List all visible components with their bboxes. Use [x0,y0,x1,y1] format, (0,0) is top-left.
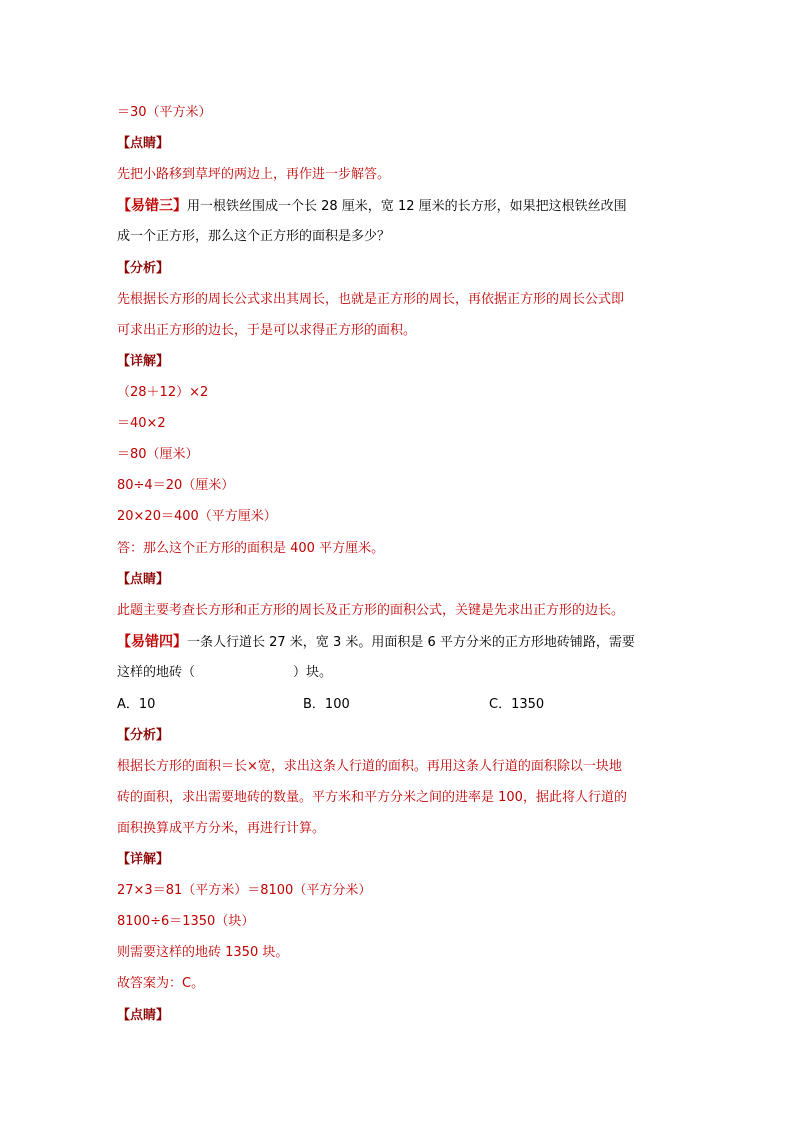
calc-line: ＝40×2 [117,416,166,431]
point-heading: 【点睛】 [117,136,170,151]
question-4 [117,633,635,652]
option-c: C．1350 [489,697,545,712]
question-4-tag: 【易错四】 [117,634,187,650]
point-heading: 【点睛】 [117,572,170,587]
question-3-tag: 【易错三】 [117,198,187,214]
question-4-text-2 [117,664,332,682]
detail-heading: 【详解】 [117,852,170,867]
option-a: A．10 [117,697,156,712]
question-3-text: 用一根铁丝围成一个长 28 厘米，宽 12 厘米的长方形，如果把这根铁丝改围 [187,199,627,214]
analysis-text: 可求出正方形的边长，于是可以求得正方形的面积。 [117,323,417,338]
calc-line: 20×20＝400（平方厘米） [117,509,277,524]
calc-line: 8100÷6＝1350（块） [117,914,255,929]
option-b: B．100 [303,697,350,712]
calc-line: 80÷4＝20（厘米） [117,478,235,493]
final-answer-value: C。 [182,976,205,991]
analysis-text: 先根据长方形的周长公式求出其周长，也就是正方形的周长，再依据正方形的周长公式即 [117,292,625,307]
detail-heading: 【详解】 [117,354,170,369]
analysis-text: 根据长方形的面积＝长×宽，求出这条人行道的面积。再用这条人行道的面积除以一块地 [117,759,622,774]
calc-line: ＝80（厘米） [117,447,199,462]
analysis-heading: 【分析】 [117,261,170,276]
answer-line [117,540,384,558]
point-text: 此题主要考查长方形和正方形的周长及正方形的面积公式，关键是先求出正方形的边长。 [117,603,625,618]
answer-text: 答：那么这个正方形的面积是 [117,541,291,556]
question-4-text-a: 这样的地砖（ [117,665,196,680]
question-4-text-b: ）块。 [293,665,333,680]
question-3-text-2: 成一个正方形，那么这个正方形的面积是多少？ [117,229,391,244]
question-3 [117,197,627,216]
point-heading: 【点睛】 [117,1008,170,1023]
analysis-text: 砖的面积，求出需要地砖的数量。平方米和平方分米之间的进率是 100，据此将人行道的 [117,790,627,805]
final-answer-text: 故答案为： [117,976,183,991]
final-answer [117,975,204,993]
answer-value: 400 平方厘米。 [290,541,385,556]
calc-line: （28＋12）×2 [117,385,209,400]
question-4-text: 一条人行道长 27 米，宽 3 米。用面积是 6 平方分米的正方形地砖铺路，需要 [187,635,635,650]
calc-line: 27×3＝81（平方米）＝8100（平方分米） [117,883,372,898]
analysis-heading: 【分析】 [117,728,170,743]
analysis-text: 面积换算成平方分米，再进行计算。 [117,821,326,836]
point-text: 先把小路移到草坪的两边上，再作进一步解答。 [117,167,391,182]
result-line: 则需要这样的地砖 1350 块。 [117,945,289,960]
calc-line: ＝30（平方米） [117,105,212,120]
